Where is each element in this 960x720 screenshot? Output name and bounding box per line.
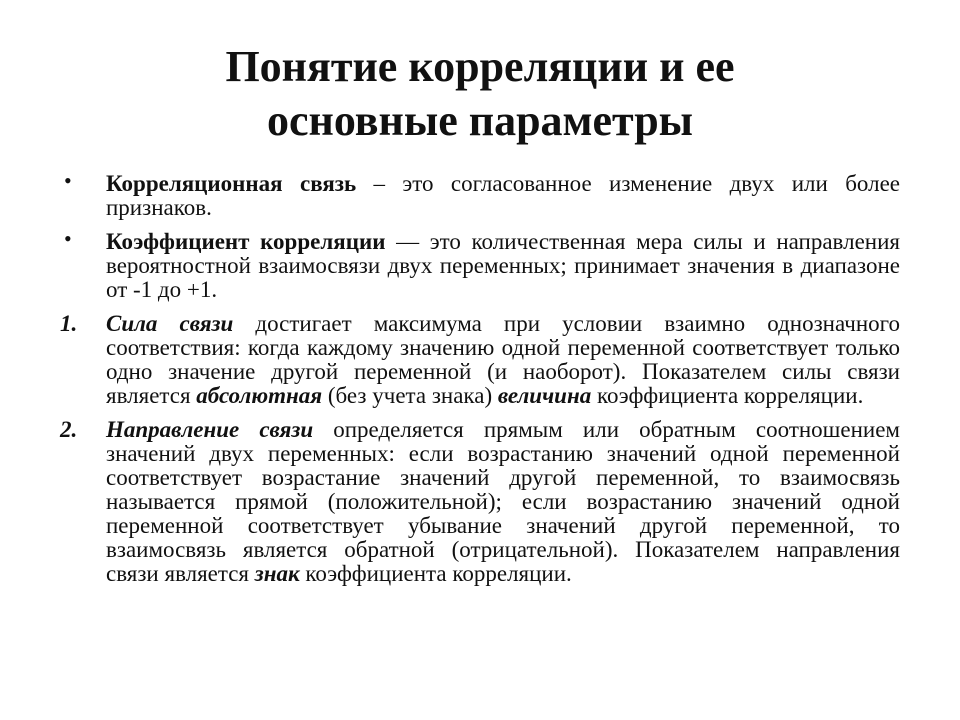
bullet-icon: • <box>64 168 72 193</box>
bullet-icon: • <box>64 226 72 251</box>
slide-title-line-1: Понятие корреляции и ее <box>225 42 735 91</box>
bullet-item-correlation-coefficient <box>58 226 900 302</box>
bullet-text <box>106 230 900 302</box>
bullet-item-correlation-link <box>58 168 900 220</box>
numbered-item-strength <box>58 312 900 408</box>
numbered-item-direction <box>58 418 900 586</box>
term-correlation-link: Корреляционная связь <box>106 171 357 196</box>
text-segment: достигает максимума при условии взаимно однозначного соответствия: когда каждому значению одной переменной соответствует только одно значение другой переменной (и наоборот). Показателем силы связи является <box>106 311 900 408</box>
item-number: 2. <box>60 417 78 442</box>
numbered-text <box>106 418 900 586</box>
text-segment: определяется прямым или обратным соотношением значений двух переменных: если возрастанию значений одной переменной соответствует возрастание значений другой переменной, то взаимосвязь называется прямой (положительной); если возрастанию значений одной переменной соответствует убывание значений другой переменной, то взаимосвязь является обратной (отрицательной). Показателем направления связи является <box>106 417 900 586</box>
term-correlation-coefficient: Коэффициент корреляции <box>106 229 386 254</box>
text-segment: коэффициента корреляции. <box>591 383 864 408</box>
emphasis-absolute: абсолютная <box>196 383 323 408</box>
slide-title-line-2: основные параметры <box>266 96 694 145</box>
emphasis-magnitude: величина <box>497 383 592 408</box>
slide-content <box>58 168 900 596</box>
definition-correlation-coefficient: — это количественная мера силы и направления вероятностной взаимосвязи двух переменных; принимает значения в диапазоне от -1 до +1. <box>106 229 900 302</box>
bullet-text <box>106 172 900 220</box>
term-direction: Направление связи <box>106 417 314 442</box>
item-number: 1. <box>60 311 78 336</box>
definition-correlation-link: – это согласованное изменение двух или более признаков. <box>106 171 900 220</box>
term-strength: Сила связи <box>106 311 234 336</box>
numbered-text <box>106 312 900 408</box>
emphasis-sign: знак <box>254 561 300 586</box>
slide-title <box>0 40 960 148</box>
text-segment: коэффициента корреляции. <box>299 561 572 586</box>
text-segment: (без учета знака) <box>322 383 498 408</box>
